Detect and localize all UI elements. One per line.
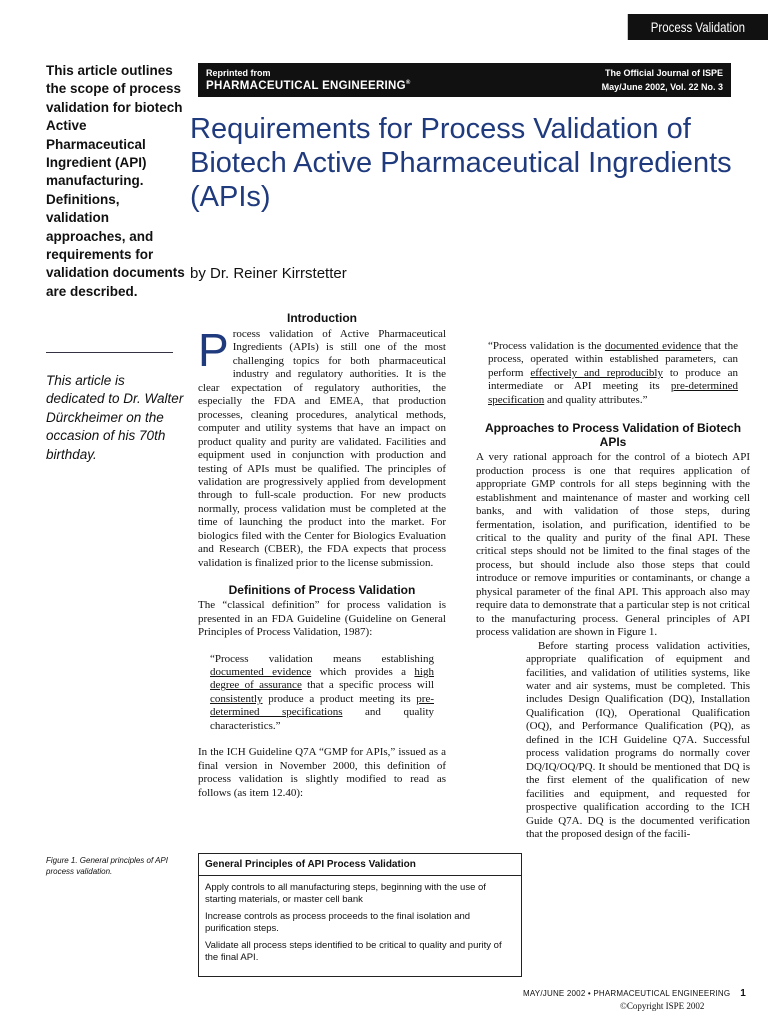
reprint-banner xyxy=(198,63,731,97)
approaches-paragraph-1: A very rational approach for the control of a biotech API production process is one that requires application of appropriate GMP controls for all steps beginning with the establishment and maintenance of master and working cell banks, and with validation of those steps, during fermentation, isolation, and purification, identified to be critical to the quality and purity of the final API. These critical steps should not be limited to the final stages of the process, but should include also those steps that could introduce or remove impurities or contaminants, or change a physical parameter of the final API. This approach also may require data to demonstrate that a particular step is not critical to the manufacturing process. General principles of API process validation are shown in Figure 1. xyxy=(476,451,750,639)
registered-mark: ® xyxy=(405,80,411,87)
figure-title: General Principles of API Process Validation xyxy=(199,854,521,876)
copyright: ©Copyright ISPE 2002 xyxy=(620,1001,705,1011)
ich-definition-quote: “Process validation is the documented evidence that the process, operated within established parameters, can perform effectively and reproducibly to produce an intermediate or API meeting its pre-determined specification and quality attributes.” xyxy=(488,340,738,406)
ich-intro: In the ICH Guideline Q7A “GMP for APIs,” issued as a final version in November 2000, this definition of process validation is slightly modified to read as follows (as item 12.40): xyxy=(198,746,446,799)
drop-cap: P xyxy=(198,324,229,376)
figure-item: Validate all process steps identified to be critical to quality and purity of the final API. xyxy=(205,940,502,963)
sidebar-divider xyxy=(46,352,173,353)
article-title: Requirements for Process Validation of Biotech Active Pharmaceutical Ingredients (APIs) xyxy=(190,113,732,213)
reprinted-label: Reprinted from xyxy=(206,68,271,78)
heading-introduction: Introduction xyxy=(287,311,357,325)
page-number: 1 xyxy=(740,988,747,999)
section-tab: Process Validation xyxy=(628,14,768,40)
dedication: This article is dedicated to Dr. Walter Dürckheimer on the occasion of his 70th birthday. xyxy=(46,373,184,462)
issue-info: May/June 2002, Vol. 22 No. 3 xyxy=(601,82,723,92)
figure-item: Apply controls to all manufacturing steps, beginning with the use of starting materials, or master cell bank xyxy=(205,882,486,905)
approaches-paragraph-2: Before starting process validation activities, appropriate qualification of equipment and facilities, and validation of utilities systems, like water and air systems, must be completed. This includes Design Qualification (DQ), Installation Qualification (IQ), Operational Qualification (OQ), and Performance Qualification (PQ), as defined in the ICH Guideline Q7A. Successful process validation programs do normally cover DQ/IQ/OQ/PQ. It should be mentioned that DQ is the first element of the qualification of new facilities and equipment, and requested for prospective qualification according to the ICH Guide Q7A. DQ is the documented verification that the proposed design of the facili- xyxy=(476,640,750,842)
heading-approaches: Approaches to Process Validation of Biotech APIs xyxy=(484,421,742,450)
journal-name: The Official Journal of ISPE xyxy=(604,68,723,78)
heading-definitions: Definitions of Process Validation xyxy=(228,583,416,598)
article-summary: This article outlines the scope of process validation for biotech Active Pharmaceutical Ingredient (API) manufacturing. Definitions, validation approaches, and requirements for validation documents are described. xyxy=(46,63,185,299)
definitions-intro: The “classical definition” for process validation is presented in an FDA Guideline (Guideline on General Principles of Process Validation, 1987): xyxy=(198,599,446,639)
intro-paragraph: Process validation of Active Pharmaceutical Ingredients (APIs) is still one of the most challenging topics for both pharmaceutical industry and regulatory authorities. It is the clear expectation of regulatory authorities, the especially the FDA and EMEA, that production processes, cleaning procedures, analytical methods, computer and utility systems that have an impact on product quality and purity are validated. Facilities and equipment used in conjunction with production and testing of APIs must be qualified. The principles of validation are progressively applied from development through to full-scale production. For new products normally, process validation must be completed at the time of launching the product into the market. For biologics filed with the Center for Biologics Evaluation and Research (CBER), the FDA expects that process validation is finalized prior to the license submission. xyxy=(198,324,446,569)
fda-definition-quote: “Process validation means establishing documented evidence which provides a high degree of assurance that a specific process will consistently produce a product meeting its pre-determined specifications and quality characteristics.” xyxy=(210,652,434,732)
publication-name: PHARMACEUTICAL ENGINEERING® xyxy=(206,80,411,92)
running-footer: MAY/JUNE 2002 • PHARMACEUTICAL ENGINEERING 1 xyxy=(523,988,747,999)
article-author: by Dr. Reiner Kirrstetter xyxy=(190,265,347,282)
column-left xyxy=(198,311,446,800)
figure-item: Increase controls as process proceeds to the final isolation and purification steps. xyxy=(205,911,471,934)
figure-caption: Figure 1. General principles of API process validation. xyxy=(46,856,168,876)
figure-1-box xyxy=(198,853,522,977)
